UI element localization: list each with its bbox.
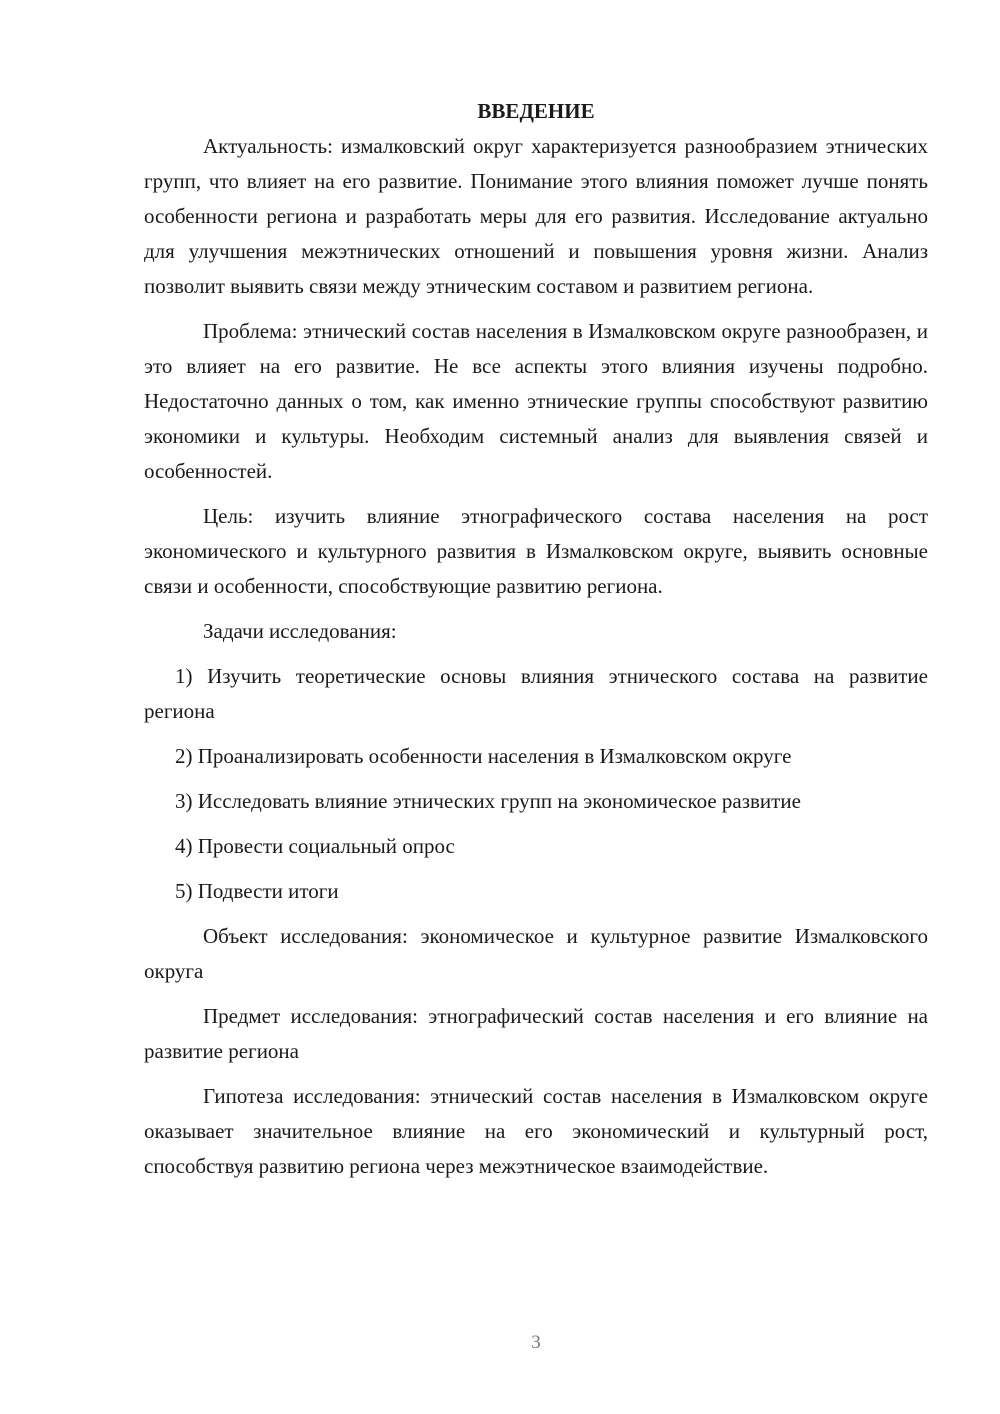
hypothesis-paragraph: Гипотеза исследования: этнический состав населения в Измалковском округе оказывает значительное влияние на его экономический и культурный рост, способствуя развитию региона через межэтническое взаимодействие. bbox=[144, 1084, 928, 1178]
task-item-5: 5) Подвести итоги bbox=[175, 879, 339, 903]
task-item-3: 3) Исследовать влияние этнических групп на экономическое развитие bbox=[175, 789, 801, 813]
document-page bbox=[144, 94, 928, 1184]
goal-paragraph: Цель: изучить влияние этнографического состава населения на рост экономического и культурного развития в Измалковском округе, выявить основные связи и особенности, способствующие развитию региона. bbox=[144, 504, 928, 598]
object-paragraph: Объект исследования: экономическое и культурное развитие Измалковского округа bbox=[144, 924, 928, 983]
subject-paragraph: Предмет исследования: этнографический состав населения и его влияние на развитие региона bbox=[144, 1004, 928, 1063]
task-item-4: 4) Провести социальный опрос bbox=[175, 834, 455, 858]
section-title: ВВЕДЕНИЕ bbox=[477, 99, 595, 123]
task-item-1: 1) Изучить теоретические основы влияния этнического состава на развитие региона bbox=[144, 664, 928, 723]
page-number: 3 bbox=[531, 1332, 541, 1353]
problem-paragraph: Проблема: этнический состав населения в Измалковском округе разнообразен, и это влияет на его развитие. Не все аспекты этого влияния изучены подробно. Недостаточно данных о том, как именно этнические группы способствуют развитию экономики и культуры. Необходим системный анализ для выявления связей и особенностей. bbox=[144, 319, 928, 483]
tasks-heading: Задачи исследования: bbox=[203, 619, 397, 643]
relevance-paragraph: Актуальность: измалковский округ характеризуется разнообразием этнических групп, что влияет на его развитие. Понимание этого влияния поможет лучше понять особенности региона и разработать меры для его развития. Исследование актуально для улучшения межэтнических отношений и повышения уровня жизни. Анализ позволит выявить связи между этническим составом и развитием региона. bbox=[144, 134, 928, 298]
task-item-2: 2) Проанализировать особенности населения в Измалковском округе bbox=[175, 744, 792, 768]
